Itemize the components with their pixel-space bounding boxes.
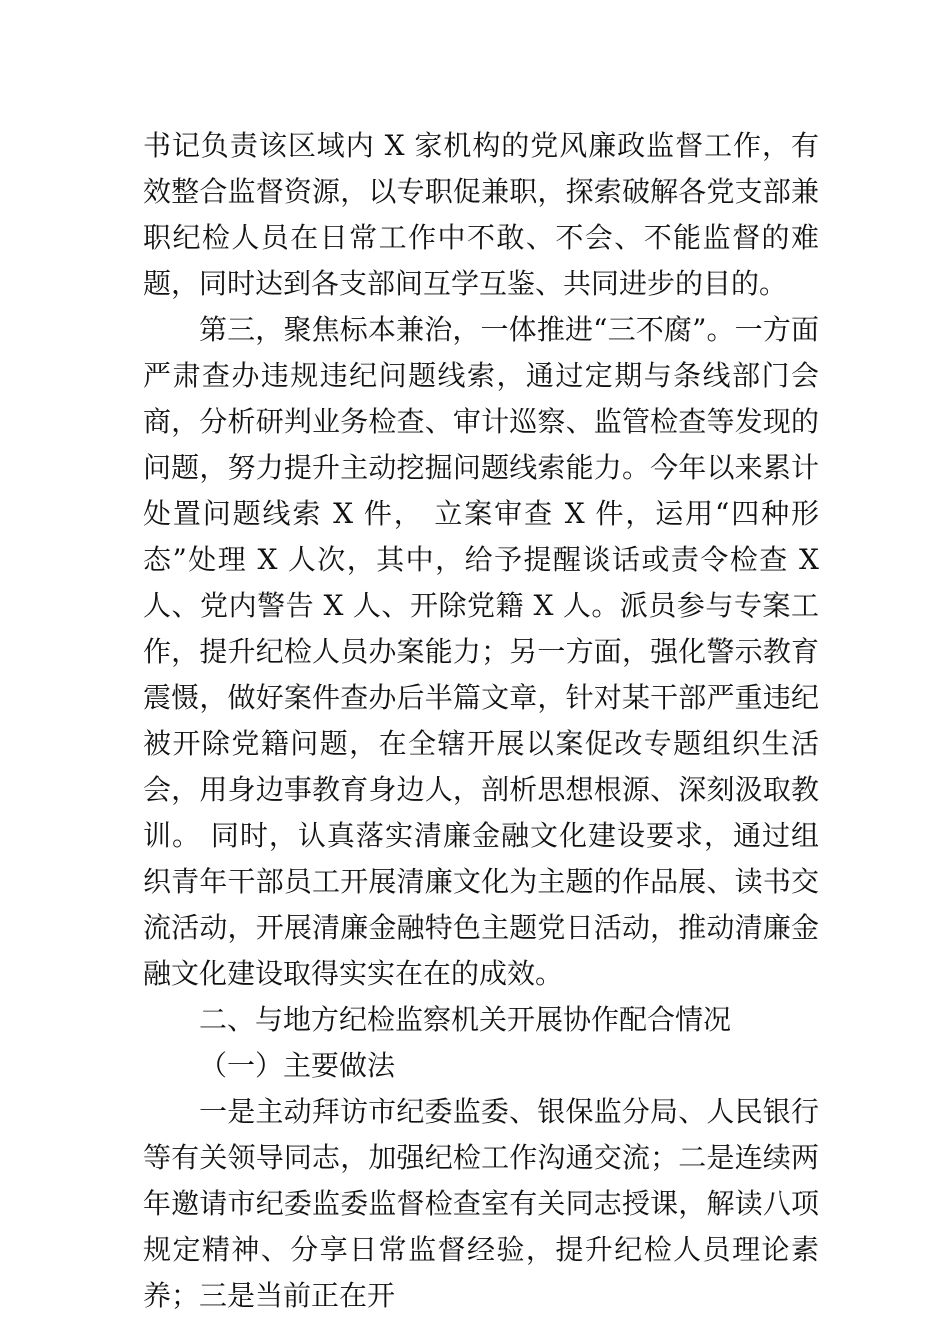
paragraph-main-practices: 一是主动拜访市纪委监委、银保监分局、人民银行等有关领导同志，加强纪检工作沟通交流；二是连续两年邀请市纪委监委监督检查室有关同志授课，解读八项规定精神、分享日常监督经验，提升纪检人员理论素养；三是当前正在开 bbox=[143, 1095, 819, 1312]
paragraph-continued: 书记负责该区域内 X 家机构的党风廉政监督工作，有效整合监督资源，以专职促兼职，探索破解各党支部兼职纪检人员在日常工作中不敢、不会、不能监督的难题，同时达到各支部间互学互鉴、共同进步的目的。 bbox=[143, 129, 819, 300]
subsection-heading: （一）主要做法 bbox=[199, 1049, 396, 1082]
section-heading: 二、与地方纪检监察机关开展协作配合情况 bbox=[199, 1003, 732, 1036]
paragraph-third-point: 第三，聚焦标本兼治，一体推进“三不腐”。一方面严肃查办违规违纪问题线索，通过定期与条线部门会商，分析研判业务检查、审计巡察、监管检查等发现的问题，努力提升主动挖掘问题线索能力。今年以来累计处置问题线索 X 件， 立案审查 X 件，运用“四种形态”处理 X 人次，其中，给予提醒谈话或责令检查 X 人、党内警告 X 人、开除党籍 X 人。派员参与专案工作，提升纪检人员办案能力；另一方面，强化警示教育震慑，做好案件查办后半篇文章，针对某干部严重违纪被开除党籍问题，在全辖开展以案促改专题组织生活会，用身边事教育身边人，剖析思想根源、深刻汲取教训。 同时，认真落实清廉金融文化建设要求，通过组织青年干部员工开展清廉文化为主题的作品展、读书交流活动，开展清廉金融特色主题党日活动，推动清廉金融文化建设取得实实在在的成效。 bbox=[143, 313, 819, 990]
document-body bbox=[143, 123, 819, 1319]
